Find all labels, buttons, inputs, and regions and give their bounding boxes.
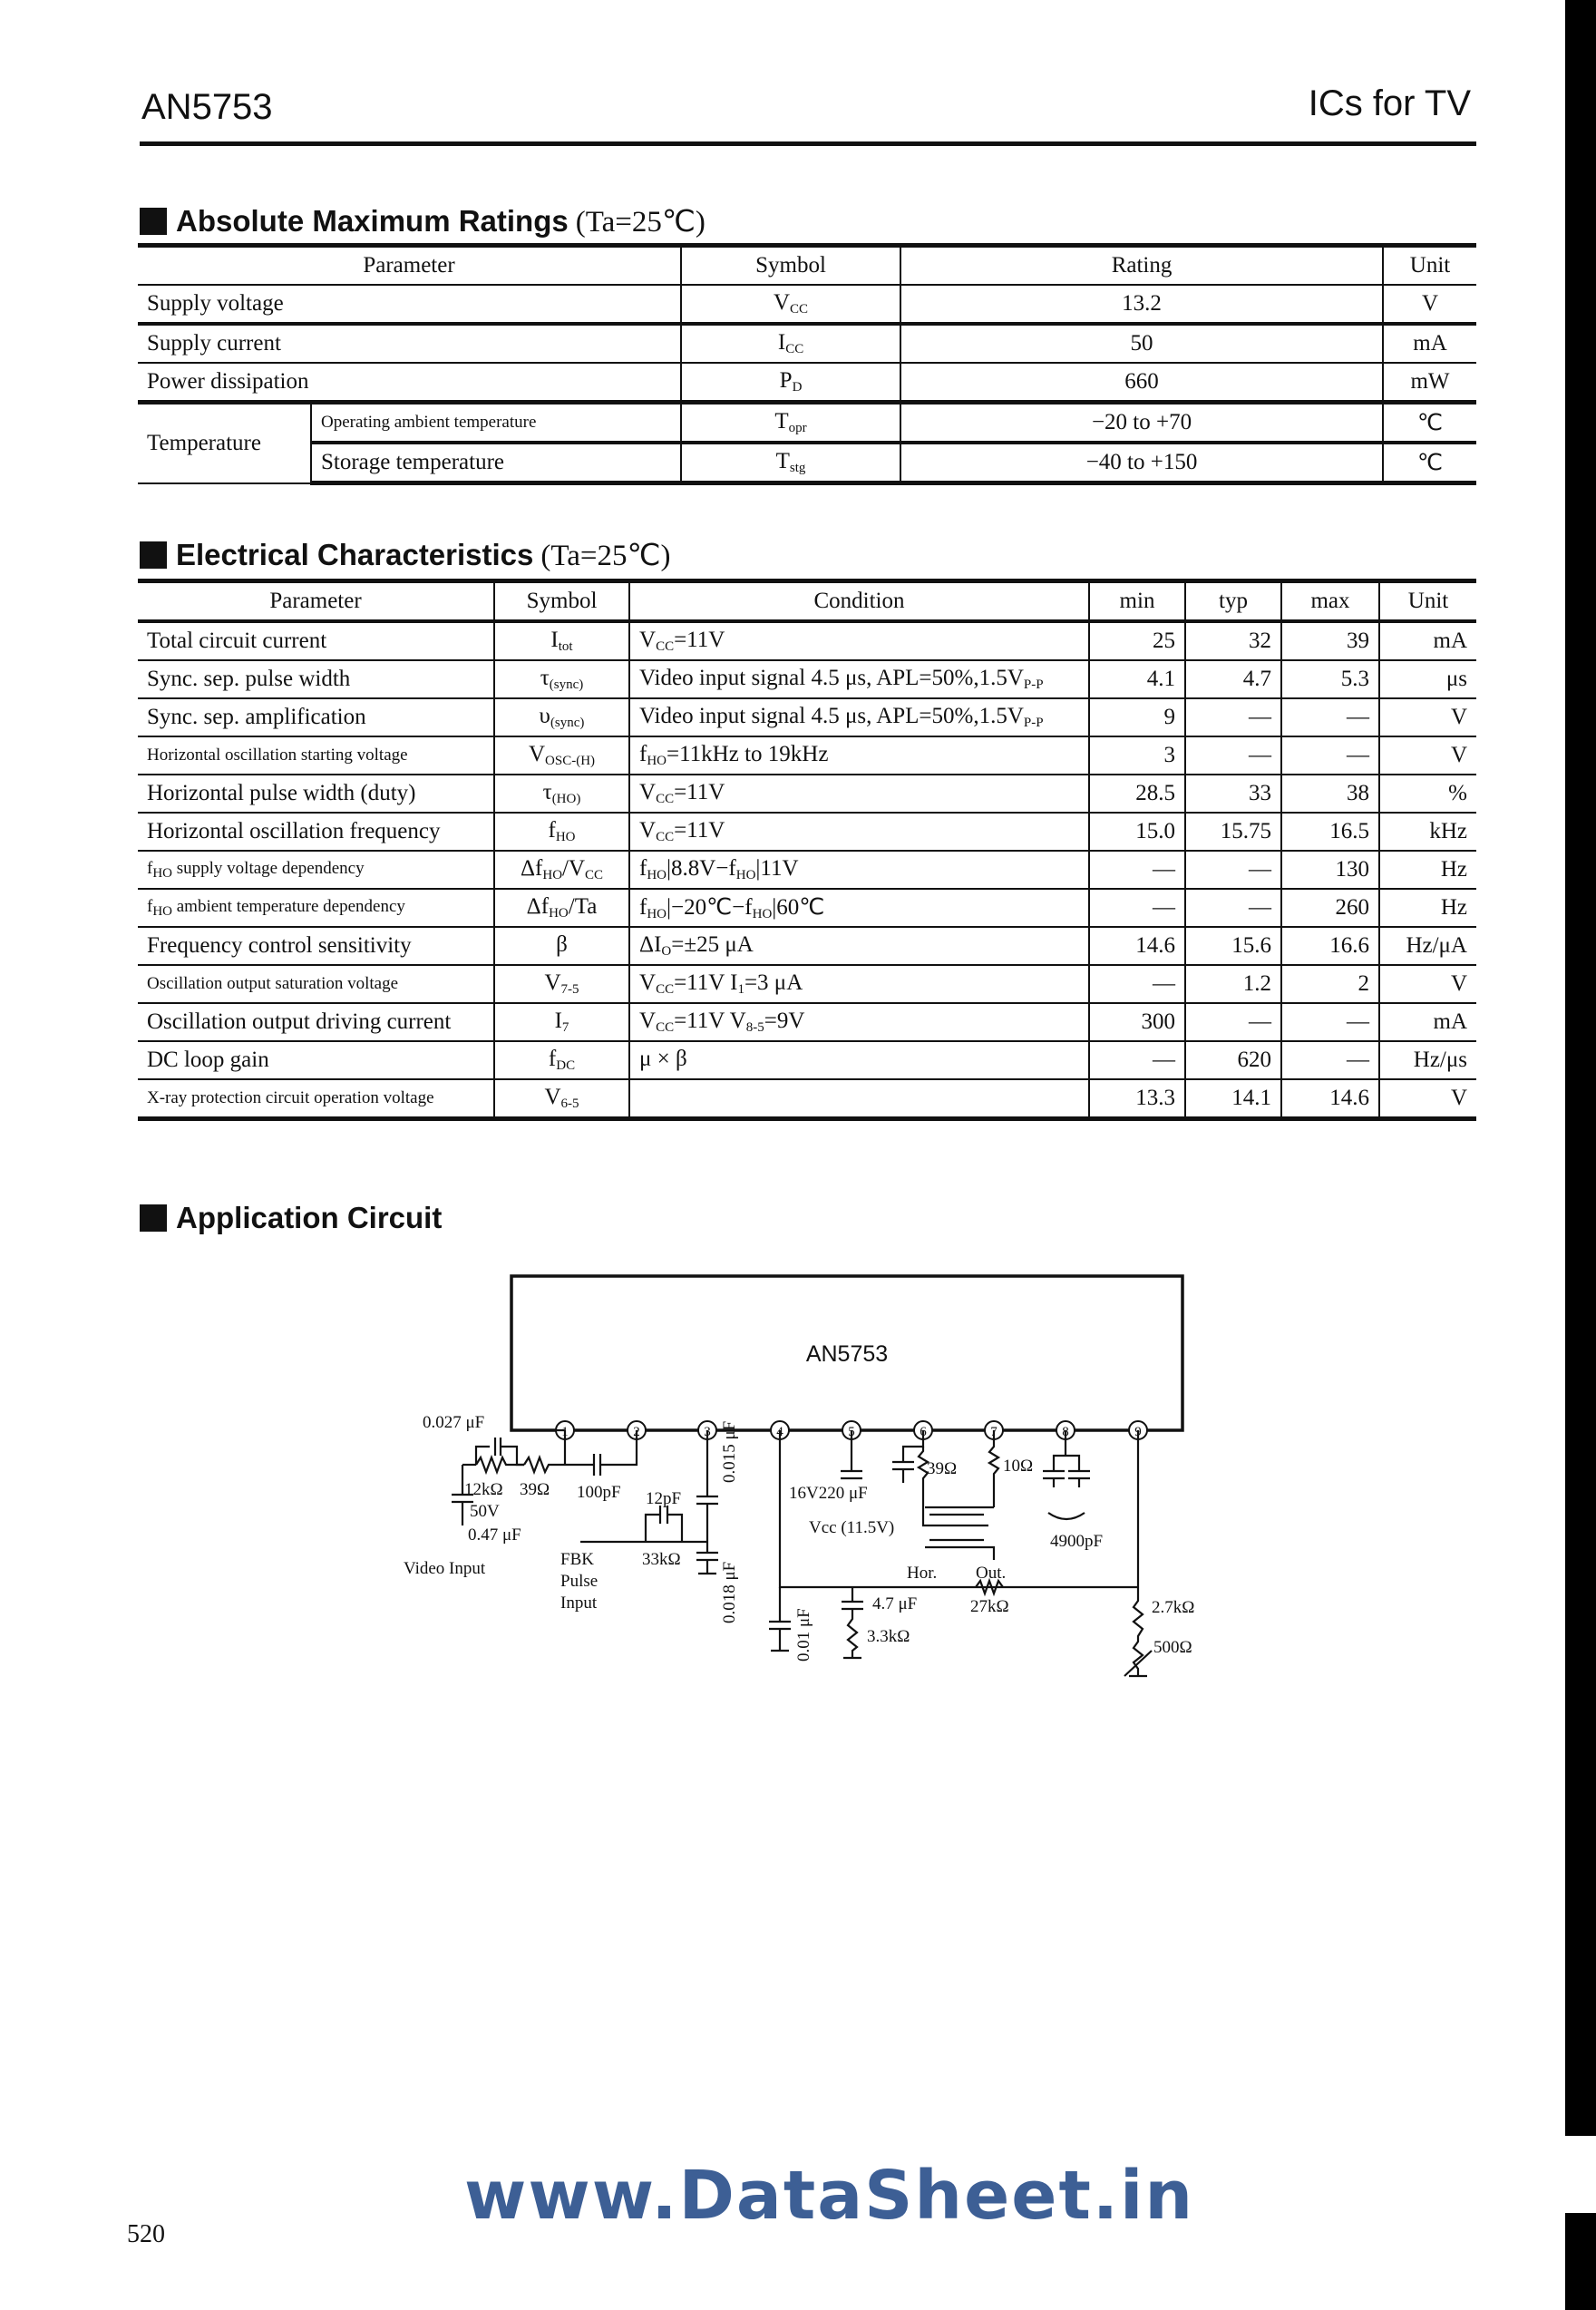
ec-unit: mA [1379,621,1476,660]
ec-head-max: max [1281,581,1379,622]
ec-max: 14.6 [1281,1079,1379,1119]
ec-head-typ: typ [1185,581,1281,622]
label-c100p: 100pF [577,1483,621,1502]
amr-temp-param: Temperature [138,403,311,483]
amr-unit: mW [1383,363,1476,403]
ec-max: 260 [1281,889,1379,927]
ec-unit: Hz/μs [1379,1041,1476,1079]
label-pulse: Pulse [560,1572,598,1591]
label-c047: 0.47 μF [468,1525,521,1545]
table-row [138,736,1476,775]
table-row [138,965,1476,1003]
ec-param: Frequency control sensitivity [138,927,494,965]
ec-max: — [1281,1041,1379,1079]
amr-heading [140,203,706,239]
label-r12k: 12kΩ [464,1480,503,1499]
ec-max: — [1281,698,1379,736]
label-vcc: Vcc (11.5V) [809,1518,895,1537]
label-out: Out. [976,1564,1007,1583]
amr-param: Power dissipation [138,363,681,403]
label-c0015: 0.015 μF [720,1420,739,1483]
amr-rating: 50 [900,324,1383,363]
ec-param: Horizontal pulse width (duty) [138,775,494,813]
ec-title: Electrical Characteristics [176,538,534,571]
amr-symbol: $V_{CC}$ [681,285,900,324]
ec-symbol: $\upsilon_{(sync)}$ [494,698,629,736]
ec-head-min: min [1089,581,1185,622]
ec-typ: — [1185,851,1281,889]
svg-text:3: 3 [704,1425,711,1439]
ec-condition: Video input signal 4.5 μs, $APL=50\%,1.5V_{P-P}$ [629,660,1089,698]
ec-unit: V [1379,1079,1476,1119]
table-row [138,1079,1476,1119]
label-r33kb: 3.3kΩ [867,1627,910,1646]
ec-min: — [1089,889,1185,927]
table-row [138,813,1476,851]
ec-max: 38 [1281,775,1379,813]
table-row [138,660,1476,698]
ec-max: 39 [1281,621,1379,660]
svg-text:4: 4 [776,1425,783,1439]
ec-condition: Video input signal 4.5 μs, $APL=50\%,1.5V_{P-P}$ [629,698,1089,736]
label-c12p: 12pF [646,1489,682,1508]
table-row [138,1003,1476,1041]
scan-edge-bar [1565,0,1596,2136]
ec-unit: V [1379,965,1476,1003]
ec-min: 13.3 [1089,1079,1185,1119]
ec-unit: mA [1379,1003,1476,1041]
svg-text:7: 7 [990,1425,998,1439]
label-r10: 10Ω [1003,1457,1034,1476]
label-r39b: 39Ω [927,1459,958,1478]
amr-opr-unit: ℃ [1383,403,1476,443]
ec-min: 14.6 [1089,927,1185,965]
ec-unit: Hz [1379,889,1476,927]
amr-head-param: Parameter [138,246,681,286]
ec-param: Oscillation output driving current [138,1003,494,1041]
svg-text:5: 5 [848,1425,855,1439]
svg-text:6: 6 [920,1425,927,1439]
application-circuit-diagram [399,1270,1215,1687]
ec-unit: % [1379,775,1476,813]
ec-head-symbol: Symbol [494,581,629,622]
ec-typ: 15.75 [1185,813,1281,851]
table-row [138,775,1476,813]
ec-condition: $V_{CC}=11V$ [629,775,1089,813]
ec-param: $f_{HO}$ ambient temperature dependency [138,889,494,927]
ec-min: 15.0 [1089,813,1185,851]
ec-condition: μ × β [629,1041,1089,1079]
section-bullet-icon [140,208,167,235]
svg-text:8: 8 [1062,1425,1069,1439]
amr-title: Absolute Maximum Ratings [176,204,569,238]
amr-opr-rating: −20 to +70 [900,403,1383,443]
ec-typ: 1.2 [1185,965,1281,1003]
table-row [138,621,1476,660]
ec-param: Oscillation output saturation voltage [138,965,494,1003]
ec-typ: 620 [1185,1041,1281,1079]
table-row [138,698,1476,736]
amr-stg-label: Storage temperature [311,443,681,483]
ec-min: 300 [1089,1003,1185,1041]
amr-opr-label: Operating ambient temperature [311,403,681,443]
ec-param: Sync. sep. amplification [138,698,494,736]
amr-table [138,243,1476,485]
table-row [138,443,1476,483]
ec-unit: Hz/μA [1379,927,1476,965]
amr-opr-symbol: $T_{opr}$ [681,403,900,443]
table-row [138,927,1476,965]
amr-head-unit: Unit [1383,246,1476,286]
ec-symbol: $V_{OSC-(H)}$ [494,736,629,775]
amr-rating: 13.2 [900,285,1383,324]
ec-min: — [1089,851,1185,889]
watermark: www.DataSheet.in [464,2157,1195,2235]
ec-symbol: $V_{6-5}$ [494,1079,629,1119]
ec-unit: kHz [1379,813,1476,851]
amr-head-rating: Rating [900,246,1383,286]
ec-symbol: $\tau_{(sync)}$ [494,660,629,698]
ec-condition: $V_{CC}=11V$ [629,813,1089,851]
ec-symbol: $\Delta f_{HO}/V_{CC}$ [494,851,629,889]
ec-head-param: Parameter [138,581,494,622]
ec-min: — [1089,1041,1185,1079]
ic-label: AN5753 [805,1341,889,1367]
amr-symbol: $I_{CC}$ [681,324,900,363]
label-input: Input [560,1594,598,1613]
ec-param: X-ray protection circuit operation voltage [138,1079,494,1119]
label-c16v: 16V220 μF [789,1484,868,1503]
ec-symbol: $\tau_{(HO)}$ [494,775,629,813]
ec-min: 9 [1089,698,1185,736]
table-row [138,285,1476,324]
ec-max: — [1281,736,1379,775]
section-bullet-icon [140,541,167,569]
table-row [138,851,1476,889]
label-c47: 4.7 μF [872,1594,918,1613]
ec-max: 16.6 [1281,927,1379,965]
ec-typ: 32 [1185,621,1281,660]
table-row [138,324,1476,363]
amr-condition: (Ta=25℃) [575,206,706,239]
ec-min: — [1089,965,1185,1003]
ec-min: 4.1 [1089,660,1185,698]
ec-header-row [138,581,1476,622]
ec-param: Sync. sep. pulse width [138,660,494,698]
ec-param: Horizontal oscillation starting voltage [138,736,494,775]
ec-heading [140,537,671,573]
amr-stg-symbol: $T_{stg}$ [681,443,900,483]
scan-edge-bar [1565,2213,1596,2310]
ec-typ: — [1185,889,1281,927]
ec-max: 5.3 [1281,660,1379,698]
table-row [138,1041,1476,1079]
ec-condition: $V_{CC}=11V$ $I_1=3$ μA [629,965,1089,1003]
ec-unit: V [1379,698,1476,736]
label-c4900: 4900pF [1050,1532,1104,1551]
label-video-input: Video Input [404,1559,486,1578]
app-title: Application Circuit [176,1201,443,1234]
ec-unit: Hz [1379,851,1476,889]
ec-head-condition: Condition [629,581,1089,622]
ec-min: 25 [1089,621,1185,660]
ec-condition: $V_{CC}=11V$ [629,621,1089,660]
ec-condition: $V_{CC}=11V$ $V_{8-5}=9V$ [629,1003,1089,1041]
ec-param: DC loop gain [138,1041,494,1079]
amr-unit: V [1383,285,1476,324]
label-r27kb: 2.7kΩ [1152,1598,1195,1617]
label-r27k: 27kΩ [970,1597,1009,1616]
amr-header-row [138,246,1476,286]
ec-typ: — [1185,736,1281,775]
ec-unit: μs [1379,660,1476,698]
ec-symbol: $f_{HO}$ [494,813,629,851]
ec-symbol: $V_{7-5}$ [494,965,629,1003]
amr-symbol: $P_D$ [681,363,900,403]
svg-text:1: 1 [561,1425,569,1439]
amr-head-symbol: Symbol [681,246,900,286]
ec-symbol: $I_{tot}$ [494,621,629,660]
ec-condition: (Ta=25℃) [540,540,671,572]
amr-stg-rating: −40 to +150 [900,443,1383,483]
ec-param: Total circuit current [138,621,494,660]
amr-param: Supply voltage [138,285,681,324]
ec-max: 2 [1281,965,1379,1003]
ec-symbol: $f_{DC}$ [494,1041,629,1079]
ec-condition: $f_{HO}|8.8V-f_{HO}|11V$ [629,851,1089,889]
ec-symbol: $\Delta f_{HO}/Ta$ [494,889,629,927]
table-row [138,889,1476,927]
label-c0018: 0.018 μF [720,1561,739,1623]
ec-param: Horizontal oscillation frequency [138,813,494,851]
ec-param: $f_{HO}$ supply voltage dependency [138,851,494,889]
table-row [138,363,1476,403]
label-hor: Hor. [907,1564,938,1583]
label-r33k: 33kΩ [642,1550,681,1569]
ec-symbol: $I_7$ [494,1003,629,1041]
label-r39: 39Ω [520,1480,550,1499]
ec-typ: 33 [1185,775,1281,813]
ec-typ: 4.7 [1185,660,1281,698]
ec-condition: $f_{HO}|-20℃-f_{HO}|60℃$ [629,889,1089,927]
page-number: 520 [127,2220,165,2248]
svg-text:2: 2 [633,1425,640,1439]
amr-stg-unit: ℃ [1383,443,1476,483]
ec-max: — [1281,1003,1379,1041]
ec-min: 3 [1089,736,1185,775]
section-bullet-icon [140,1204,167,1232]
ec-condition: $f_{HO}=11kHz$ to 19kHz [629,736,1089,775]
ec-symbol: β [494,927,629,965]
ec-max: 16.5 [1281,813,1379,851]
svg-text:9: 9 [1134,1425,1142,1439]
ec-typ: — [1185,698,1281,736]
label-c50v: 50V [470,1502,500,1521]
ec-condition [629,1079,1089,1119]
part-number: AN5753 [141,87,273,127]
ec-table [138,579,1476,1121]
label-c001: 0.01 μF [794,1608,813,1662]
ec-max: 130 [1281,851,1379,889]
ec-unit: V [1379,736,1476,775]
amr-param: Supply current [138,324,681,363]
ec-min: 28.5 [1089,775,1185,813]
amr-unit: mA [1383,324,1476,363]
ec-typ: 15.6 [1185,927,1281,965]
app-heading [140,1201,442,1235]
header-rule [140,141,1476,146]
category-title: ICs for TV [1308,83,1471,123]
amr-rating: 660 [900,363,1383,403]
ec-typ: 14.1 [1185,1079,1281,1119]
ec-head-unit: Unit [1379,581,1476,622]
table-row [138,403,1476,443]
label-r500: 500Ω [1153,1638,1192,1657]
label-c0027: 0.027 μF [423,1413,485,1432]
label-fbk: FBK [560,1550,594,1569]
ec-typ: — [1185,1003,1281,1041]
ec-condition: $\Delta I_O=\pm 25$ μA [629,927,1089,965]
